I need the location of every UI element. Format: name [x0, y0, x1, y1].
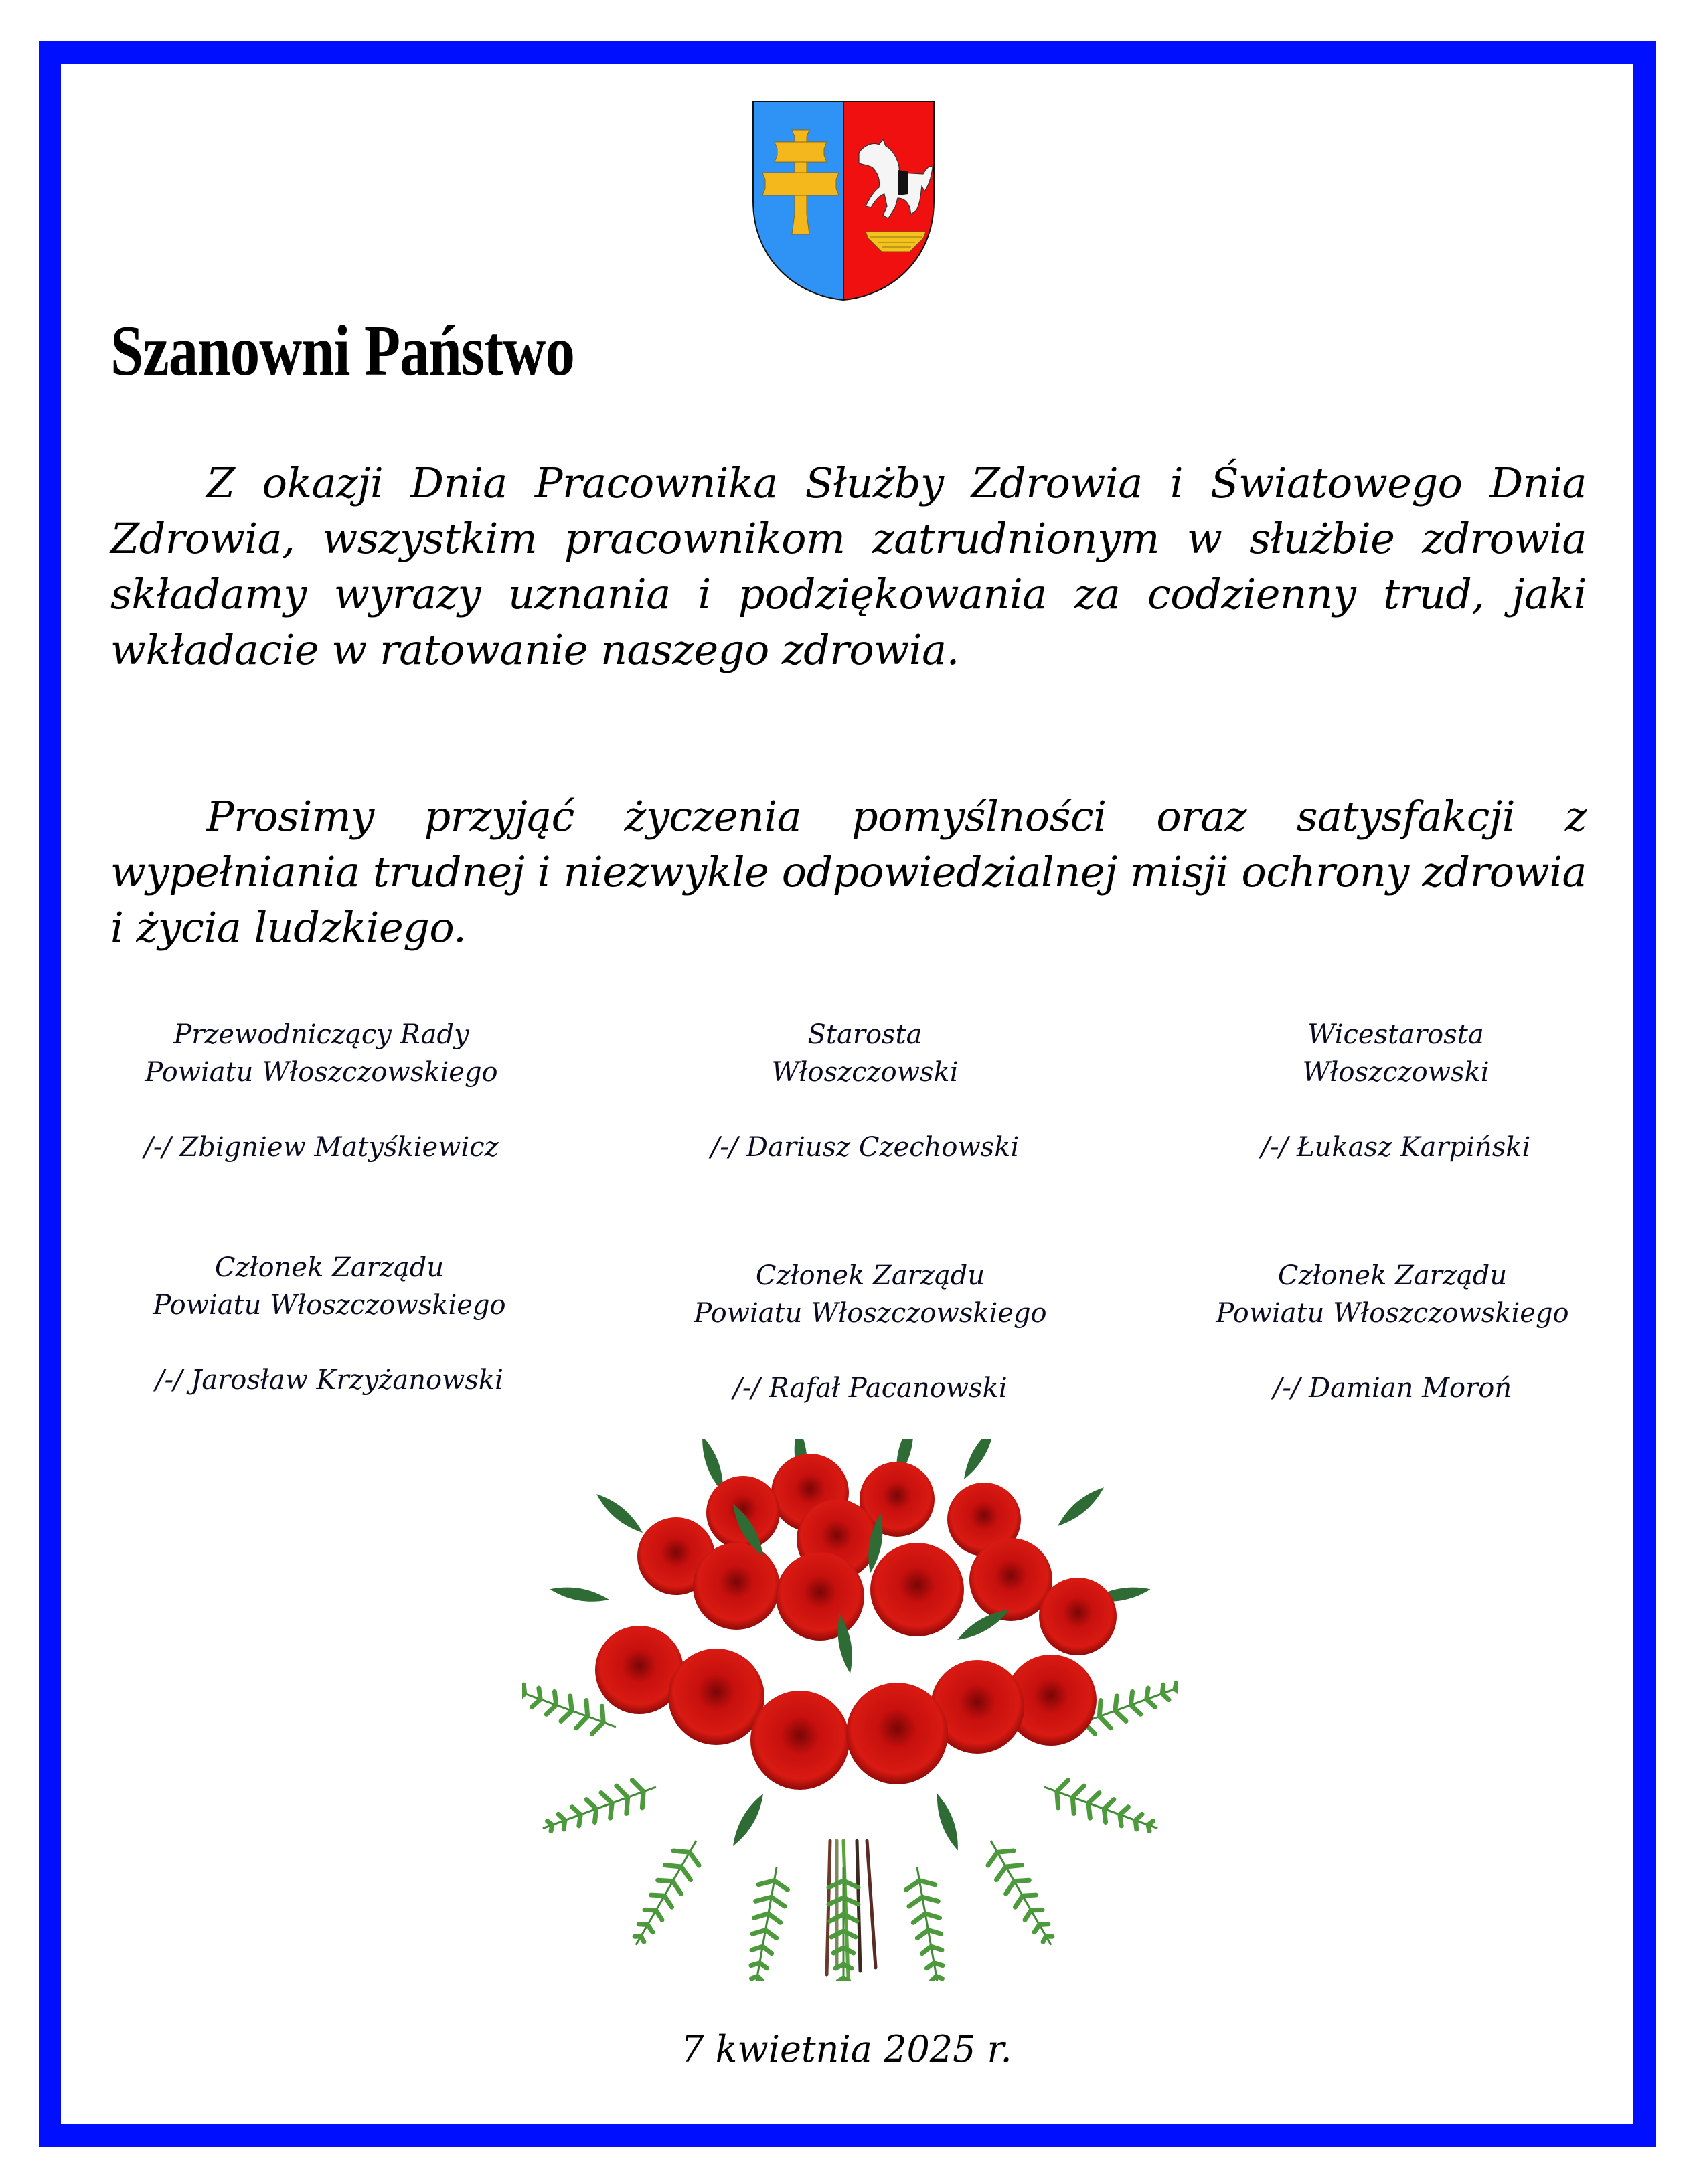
- signatory-title-line2: Włoszczowski: [771, 1057, 959, 1088]
- signatory-name: /-/ Łukasz Karpiński: [1261, 1132, 1531, 1163]
- signatory-council-chairman: [67, 1016, 576, 1166]
- signatory-title-line2: Powiatu Włoszczowskiego: [694, 1298, 1047, 1329]
- signatory-title-line1: Wicestarosta: [1307, 1019, 1484, 1050]
- signatory-name: /-/ Zbigniew Matyśkiewicz: [144, 1132, 499, 1163]
- signatory-title-line2: Włoszczowski: [1302, 1057, 1489, 1088]
- signatory-name: /-/ Dariusz Czechowski: [710, 1132, 1020, 1163]
- signatory-title-line2: Powiatu Włoszczowskiego: [153, 1290, 506, 1321]
- signatory-title-line1: Członek Zarządu: [1277, 1260, 1508, 1291]
- signatory-name: /-/ Jarosław Krzyżanowski: [155, 1365, 503, 1396]
- signatory-name: /-/ Damian Moroń: [1273, 1373, 1512, 1404]
- greeting-paragraph-2: Prosimy przyjąć życzenia pomyślności oraz satysfakcji z wypełniania trudnej i niezwykle odpowiedzialnej misji ochrony zdrowia i życia ludzkiego.: [110, 792, 1587, 952]
- signatory-starosta: [611, 1016, 1119, 1166]
- salutation-heading: Szanowni Państwo: [110, 311, 575, 391]
- signatory-title-line1: Członek Zarządu: [214, 1252, 445, 1283]
- signatory-title-line2: Powiatu Włoszczowskiego: [145, 1057, 498, 1088]
- signatory-title-line1: Członek Zarządu: [755, 1260, 985, 1291]
- signatory-board-member-3: [1138, 1257, 1647, 1407]
- signatory-name: /-/ Rafał Pacanowski: [733, 1373, 1007, 1404]
- signatory-title-line1: Przewodniczący Rady: [173, 1019, 469, 1050]
- document-date: 7 kwietnia 2025 r.: [681, 2028, 1012, 2070]
- signatory-wicestarosta: [1141, 1016, 1650, 1166]
- signatory-board-member-1: [75, 1249, 584, 1399]
- greeting-paragraph-1: Z okazji Dnia Pracownika Służby Zdrowia i Światowego Dnia Zdrowia, wszystkim pracownikom zatrudnionym w służbie zdrowia składamy wyrazy uznania i podziękowania za codzienny trud, jaki wkładacie w ratowanie naszego zdrowia.: [110, 458, 1587, 674]
- signatory-title-line1: Starosta: [807, 1019, 922, 1050]
- signatory-title-line2: Powiatu Włoszczowskiego: [1216, 1298, 1569, 1329]
- signatory-board-member-2: [616, 1257, 1125, 1407]
- rose-bouquet-image: [522, 1439, 1178, 1981]
- coat-of-arms-icon: [752, 100, 935, 301]
